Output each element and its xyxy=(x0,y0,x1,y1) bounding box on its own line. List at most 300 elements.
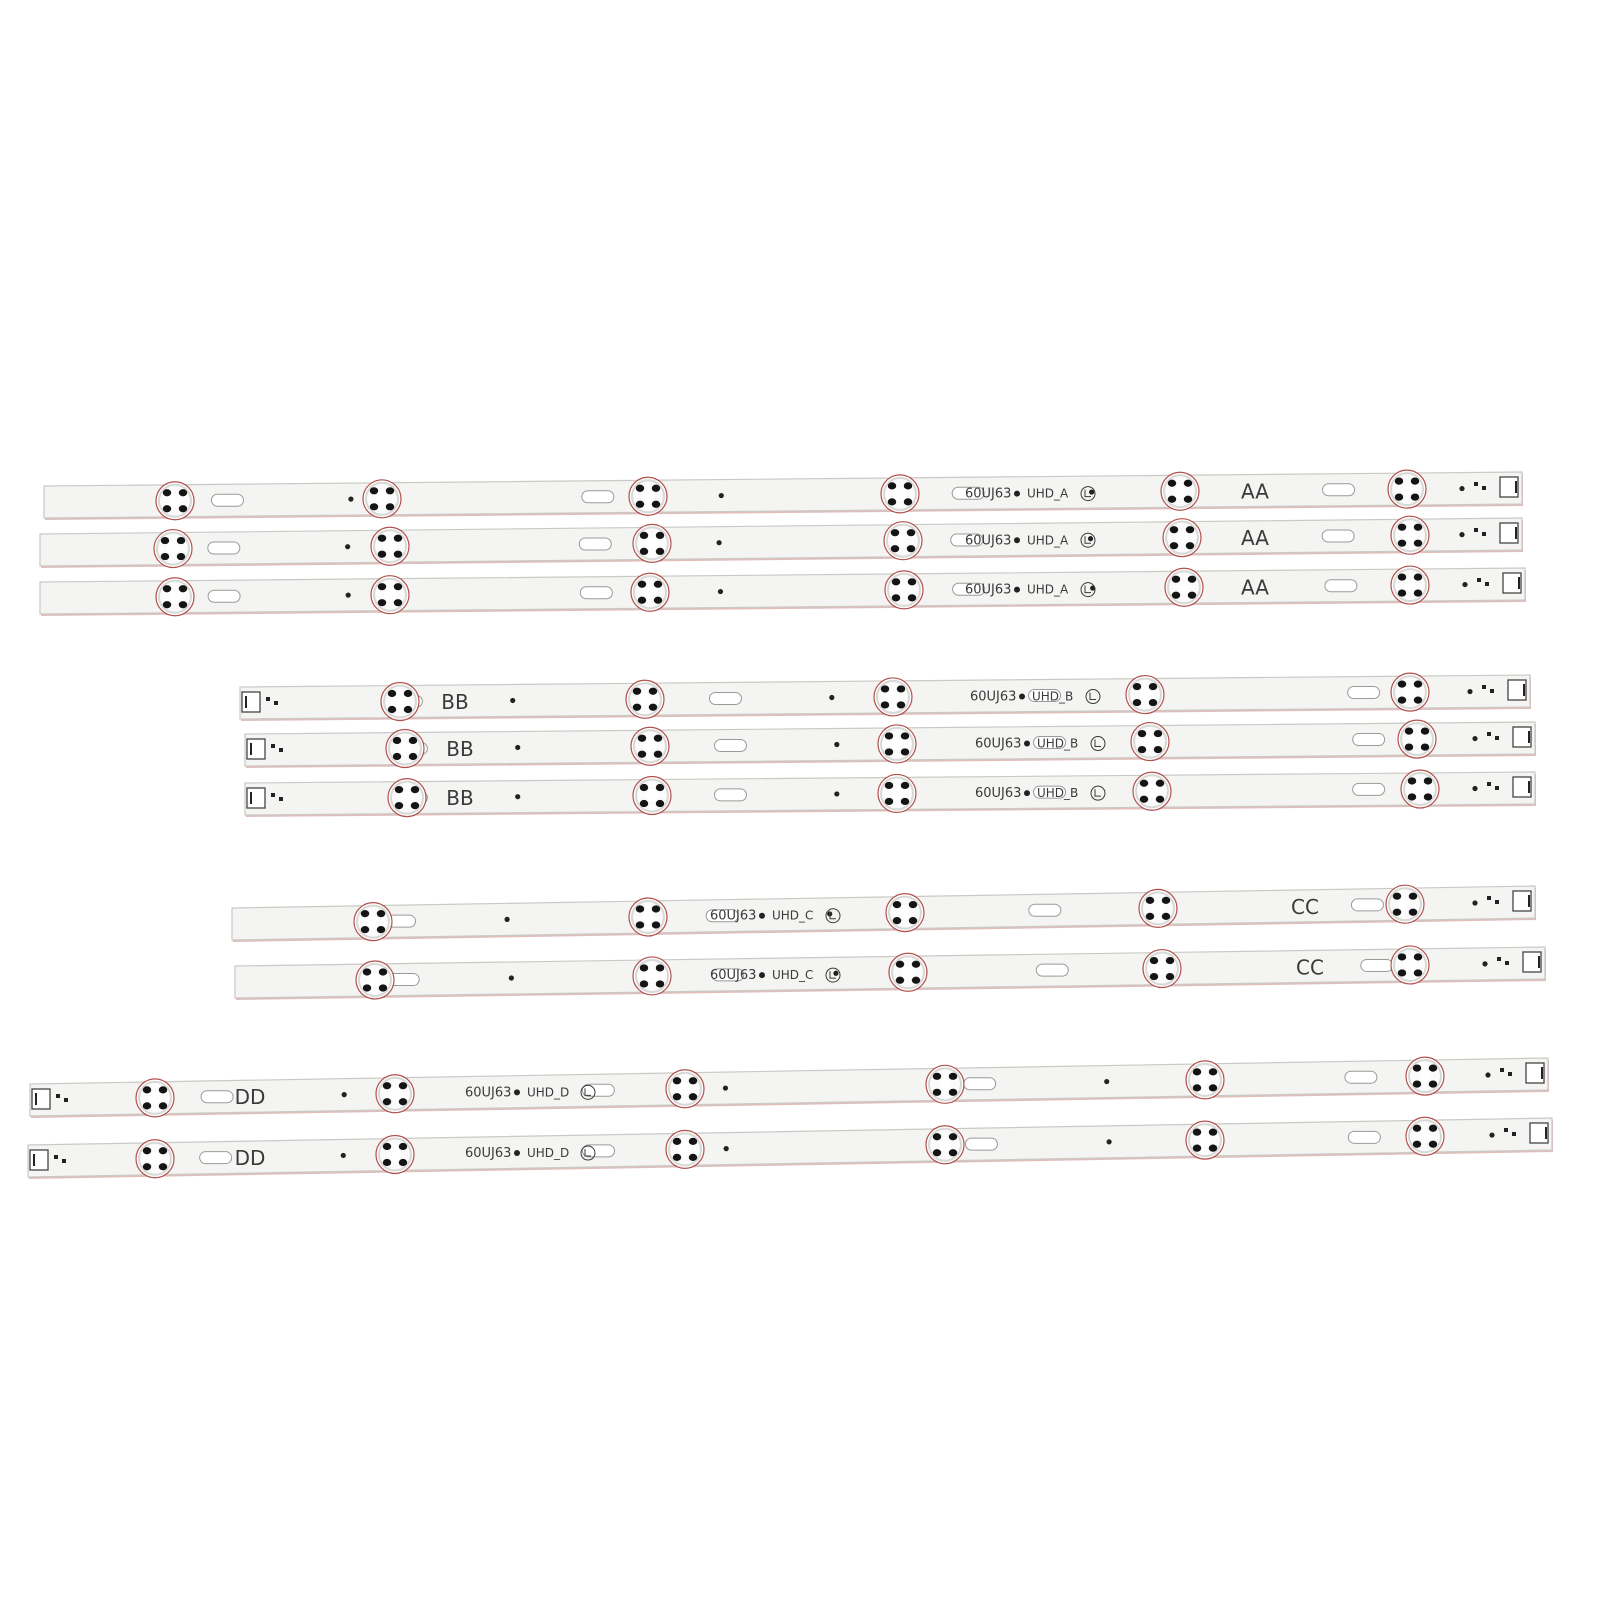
strip-model-label: 60UJ63 xyxy=(975,786,1022,802)
silkscreen-dot xyxy=(342,1092,347,1097)
connector-solder-pad xyxy=(266,697,270,701)
mounting-slot xyxy=(714,789,746,801)
led-pin-dot xyxy=(159,1163,167,1170)
led-center xyxy=(642,490,654,502)
label-bullet xyxy=(1014,537,1020,543)
led-pin-dot xyxy=(388,706,396,713)
connector-solder-pad xyxy=(1474,482,1478,486)
led-center xyxy=(642,911,654,923)
led-pin-dot xyxy=(1409,893,1417,900)
led-center xyxy=(887,691,899,703)
led-center xyxy=(897,535,909,547)
led-pin-dot xyxy=(1184,496,1192,503)
led-center xyxy=(169,495,181,507)
led-center xyxy=(1176,532,1188,544)
led-pin-dot xyxy=(1398,953,1406,960)
led-center xyxy=(1419,1130,1431,1142)
silkscreen-dot xyxy=(1104,1079,1109,1084)
label-bullet xyxy=(759,913,765,919)
led-center xyxy=(367,916,379,928)
led-pin-dot xyxy=(633,704,641,711)
led-pin-dot xyxy=(897,701,905,708)
led-pin-dot xyxy=(652,905,660,912)
led-pin-dot xyxy=(909,901,917,908)
led-pin-dot xyxy=(1186,542,1194,549)
led-pin-dot xyxy=(378,599,386,606)
led-pin-dot xyxy=(395,786,403,793)
led-pin-dot xyxy=(908,594,916,601)
silkscreen-dot xyxy=(515,794,520,799)
led-pin-dot xyxy=(1393,909,1401,916)
led-pin-dot xyxy=(656,800,664,807)
strip-model-label: 60UJ63 xyxy=(970,689,1017,705)
label-bullet xyxy=(514,1089,520,1095)
connector-solder-pad xyxy=(1490,689,1494,693)
led-pin-dot xyxy=(1395,493,1403,500)
mounting-slot xyxy=(200,1152,232,1164)
connector-solder-pad xyxy=(1497,957,1501,961)
led-pin-dot xyxy=(399,1082,407,1089)
silkscreen-dot xyxy=(1106,1139,1111,1144)
silkscreen-dot xyxy=(510,698,515,703)
strip-letter-code: BB xyxy=(446,786,474,811)
led-pin-dot xyxy=(1414,589,1422,596)
silkscreen-dot xyxy=(1472,736,1477,741)
strip-letter-code: DD xyxy=(234,1146,266,1171)
silkscreen-dot xyxy=(719,493,724,498)
led-pin-dot xyxy=(1429,1081,1437,1088)
led-center xyxy=(1404,579,1416,591)
led-pin-dot xyxy=(1193,1084,1201,1091)
label-bullet xyxy=(1019,694,1025,700)
silkscreen-dot xyxy=(345,544,350,549)
led-center xyxy=(401,792,413,804)
connector-solder-pad xyxy=(1505,961,1509,965)
led-center xyxy=(902,966,914,978)
led-pin-dot xyxy=(163,489,171,496)
led-pin-dot xyxy=(649,704,657,711)
led-pin-dot xyxy=(1414,953,1422,960)
led-pin-dot xyxy=(656,964,664,971)
silkscreen-dot xyxy=(504,917,509,922)
strip-variant-label: UHD_D xyxy=(527,1085,570,1100)
led-pin-dot xyxy=(907,529,915,536)
led-pin-dot xyxy=(640,964,648,971)
led-pin-dot xyxy=(179,489,187,496)
led-pin-dot xyxy=(1150,973,1158,980)
led-center xyxy=(1156,963,1168,975)
strip-model-label: 60UJ63 xyxy=(710,968,757,984)
led-pin-dot xyxy=(383,1098,391,1105)
led-pin-dot xyxy=(399,1098,407,1105)
led-pin-dot xyxy=(885,748,893,755)
led-pin-dot xyxy=(689,1077,697,1084)
led-pin-dot xyxy=(1421,727,1429,734)
led-pin-dot xyxy=(638,751,646,758)
led-pin-dot xyxy=(638,735,646,742)
label-bullet xyxy=(759,972,765,978)
silkscreen-dot xyxy=(341,1153,346,1158)
led-pin-dot xyxy=(673,1154,681,1161)
led-pin-dot xyxy=(177,553,185,560)
led-pin-dot xyxy=(638,581,646,588)
led-pin-dot xyxy=(901,798,909,805)
led-pin-dot xyxy=(1411,493,1419,500)
led-pin-dot xyxy=(378,551,386,558)
silkscreen-dot xyxy=(1459,532,1464,537)
strip-variant-label: UHD_A xyxy=(1027,582,1069,597)
led-pin-dot xyxy=(179,601,187,608)
connector-solder-pad xyxy=(64,1098,68,1102)
led-pin-dot xyxy=(1146,897,1154,904)
strip-model-label: 60UJ63 xyxy=(965,486,1012,502)
mounting-slot xyxy=(1351,899,1383,911)
led-pin-dot xyxy=(1411,477,1419,484)
silkscreen-dot xyxy=(1467,689,1472,694)
mounting-slot xyxy=(1348,1131,1380,1143)
led-pin-dot xyxy=(383,1082,391,1089)
led-pin-dot xyxy=(378,535,386,542)
led-pin-dot xyxy=(654,581,662,588)
connector-solder-pad xyxy=(1485,582,1489,586)
led-pin-dot xyxy=(1424,777,1432,784)
led-pin-dot xyxy=(636,921,644,928)
led-pin-dot xyxy=(361,910,369,917)
led-pin-dot xyxy=(163,505,171,512)
led-center xyxy=(384,589,396,601)
led-pin-dot xyxy=(652,501,660,508)
led-pin-dot xyxy=(673,1093,681,1100)
led-pin-dot xyxy=(654,735,662,742)
led-center xyxy=(644,740,656,752)
led-pin-dot xyxy=(1395,477,1403,484)
strip-variant-label: UHD_A xyxy=(1027,533,1069,548)
label-bullet xyxy=(1014,491,1020,497)
mounting-slot xyxy=(583,1145,615,1157)
connector-solder-pad xyxy=(1482,685,1486,689)
connector-solder-pad xyxy=(1482,486,1486,490)
led-pin-dot xyxy=(1398,969,1406,976)
mounting-slot xyxy=(582,491,614,503)
led-pin-dot xyxy=(892,578,900,585)
label-bullet xyxy=(1014,587,1020,593)
strip-variant-label: UHD_B xyxy=(1037,736,1079,751)
led-pin-dot xyxy=(949,1073,957,1080)
led-center xyxy=(1399,898,1411,910)
strip-letter-code: DD xyxy=(234,1085,266,1110)
strip-variant-label: UHD_B xyxy=(1032,689,1074,704)
led-pin-dot xyxy=(1409,909,1417,916)
led-pin-dot xyxy=(654,751,662,758)
led-center xyxy=(1174,485,1186,497)
led-pin-dot xyxy=(901,782,909,789)
led-pin-dot xyxy=(1168,496,1176,503)
led-pin-dot xyxy=(1429,1065,1437,1072)
led-center xyxy=(898,584,910,596)
led-pin-dot xyxy=(888,498,896,505)
connector-housing xyxy=(242,692,260,712)
led-pin-dot xyxy=(1398,589,1406,596)
led-pin-dot xyxy=(1133,699,1141,706)
led-pin-dot xyxy=(1140,796,1148,803)
led-pin-dot xyxy=(673,1138,681,1145)
mounting-slot xyxy=(964,1078,996,1090)
led-pin-dot xyxy=(893,901,901,908)
connector-solder-pad xyxy=(1487,896,1491,900)
led-pin-dot xyxy=(638,597,646,604)
silkscreen-dot xyxy=(716,540,721,545)
mounting-slot xyxy=(208,590,240,602)
connector-housing xyxy=(30,1150,48,1170)
led-pin-dot xyxy=(933,1089,941,1096)
led-center xyxy=(1404,686,1416,698)
silkscreen-dot xyxy=(834,742,839,747)
led-pin-dot xyxy=(143,1163,151,1170)
led-center xyxy=(939,1139,951,1151)
silkscreen-dot xyxy=(1459,486,1464,491)
led-pin-dot xyxy=(143,1086,151,1093)
mounting-slot xyxy=(1353,734,1385,746)
mounting-slot xyxy=(1322,530,1354,542)
led-pin-dot xyxy=(1429,1141,1437,1148)
led-pin-dot xyxy=(361,926,369,933)
led-pin-dot xyxy=(1193,1129,1201,1136)
led-center xyxy=(646,970,658,982)
mounting-slot xyxy=(1323,484,1355,496)
strip-model-label: 60UJ63 xyxy=(710,908,757,924)
led-pin-dot xyxy=(1149,683,1157,690)
led-center xyxy=(644,586,656,598)
silkscreen-dot xyxy=(1482,961,1487,966)
connector-housing xyxy=(247,788,265,808)
led-pin-dot xyxy=(640,784,648,791)
led-pin-dot xyxy=(1414,573,1422,580)
silkscreen-dot xyxy=(834,791,839,796)
led-pin-dot xyxy=(1146,913,1154,920)
led-pin-dot xyxy=(640,800,648,807)
connector-solder-pad xyxy=(1482,532,1486,536)
led-pin-dot xyxy=(656,784,664,791)
led-pin-dot xyxy=(896,961,904,968)
led-center xyxy=(384,540,396,552)
led-pin-dot xyxy=(1414,540,1422,547)
label-bullet xyxy=(1024,790,1030,796)
led-pin-dot xyxy=(649,688,657,695)
led-pin-dot xyxy=(1414,969,1422,976)
led-pin-dot xyxy=(143,1147,151,1154)
led-center xyxy=(1139,689,1151,701)
led-pin-dot xyxy=(652,485,660,492)
strip-variant-label: UHD_D xyxy=(527,1146,570,1161)
led-pin-dot xyxy=(1414,681,1422,688)
led-pin-dot xyxy=(394,583,402,590)
silkscreen-dot xyxy=(1489,1132,1494,1137)
led-pin-dot xyxy=(179,585,187,592)
led-pin-dot xyxy=(1188,592,1196,599)
led-center xyxy=(894,488,906,500)
strip-model-label: 60UJ63 xyxy=(965,582,1012,598)
led-pin-dot xyxy=(161,537,169,544)
led-pin-dot xyxy=(891,545,899,552)
strip-letter-code: BB xyxy=(441,690,469,714)
led-pin-dot xyxy=(394,599,402,606)
led-center xyxy=(149,1153,161,1165)
connector-solder-pad xyxy=(1495,900,1499,904)
led-pin-dot xyxy=(370,487,378,494)
led-pin-dot xyxy=(1413,1125,1421,1132)
led-pin-dot xyxy=(377,910,385,917)
connector-housing xyxy=(247,739,265,759)
led-pin-dot xyxy=(636,485,644,492)
led-pin-dot xyxy=(1168,480,1176,487)
led-pin-dot xyxy=(399,1159,407,1166)
led-pin-dot xyxy=(399,1143,407,1150)
led-pin-dot xyxy=(907,545,915,552)
led-pin-dot xyxy=(933,1133,941,1140)
led-pin-dot xyxy=(892,594,900,601)
silkscreen-dot xyxy=(829,695,834,700)
led-pin-dot xyxy=(1172,576,1180,583)
led-center xyxy=(1199,1074,1211,1086)
silkscreen-dot xyxy=(1472,786,1477,791)
led-pin-dot xyxy=(377,926,385,933)
mounting-slot xyxy=(579,538,611,550)
led-pin-dot xyxy=(640,548,648,555)
silkscreen-dot xyxy=(1485,1072,1490,1077)
connector-solder-pad xyxy=(62,1159,66,1163)
led-pin-dot xyxy=(1156,780,1164,787)
led-pin-dot xyxy=(652,921,660,928)
mounting-slot xyxy=(1036,964,1068,976)
led-pin-dot xyxy=(1149,699,1157,706)
led-pin-dot xyxy=(1172,592,1180,599)
mounting-slot xyxy=(211,494,243,506)
led-pin-dot xyxy=(363,984,371,991)
led-center xyxy=(389,1088,401,1100)
led-pin-dot xyxy=(1150,957,1158,964)
connector-solder-pad xyxy=(1474,528,1478,532)
led-center xyxy=(679,1083,691,1095)
led-pin-dot xyxy=(909,917,917,924)
led-center xyxy=(376,493,388,505)
led-center xyxy=(369,974,381,986)
mounting-slot xyxy=(1353,783,1385,795)
led-pin-dot xyxy=(395,802,403,809)
strip-letter-code: AA xyxy=(1241,525,1269,550)
led-pin-dot xyxy=(1398,573,1406,580)
led-center xyxy=(1411,733,1423,745)
led-pin-dot xyxy=(1156,796,1164,803)
led-pin-dot xyxy=(904,482,912,489)
silkscreen-dot xyxy=(718,589,723,594)
silkscreen-dot xyxy=(509,975,514,980)
led-pin-dot xyxy=(393,753,401,760)
led-pin-dot xyxy=(1154,730,1162,737)
silkscreen-dot xyxy=(1472,900,1477,905)
led-center xyxy=(1152,902,1164,914)
led-pin-dot xyxy=(1414,697,1422,704)
led-center xyxy=(891,787,903,799)
led-pin-dot xyxy=(409,737,417,744)
strip-variant-label: UHD_B xyxy=(1037,786,1079,801)
led-pin-dot xyxy=(689,1093,697,1100)
led-pin-dot xyxy=(1408,793,1416,800)
led-pin-dot xyxy=(1162,913,1170,920)
mounting-slot xyxy=(1345,1071,1377,1083)
led-pin-dot xyxy=(393,737,401,744)
led-pin-dot xyxy=(163,585,171,592)
led-pin-dot xyxy=(1162,897,1170,904)
led-pin-dot xyxy=(656,532,664,539)
strip-model-label: 60UJ63 xyxy=(965,533,1012,549)
led-pin-dot xyxy=(1429,1125,1437,1132)
led-pin-dot xyxy=(881,701,889,708)
led-pin-dot xyxy=(1170,526,1178,533)
led-pin-dot xyxy=(1209,1068,1217,1075)
mounting-slot xyxy=(714,739,746,751)
led-pin-dot xyxy=(1393,893,1401,900)
label-bullet xyxy=(1024,741,1030,747)
silkscreen-dot xyxy=(724,1146,729,1151)
connector-solder-pad xyxy=(1500,1068,1504,1072)
mounting-slot xyxy=(965,1138,997,1150)
connector-solder-pad xyxy=(54,1155,58,1159)
led-pin-dot xyxy=(1414,524,1422,531)
led-pin-dot xyxy=(394,551,402,558)
led-pin-dot xyxy=(404,706,412,713)
led-center xyxy=(167,543,179,555)
led-pin-dot xyxy=(1166,957,1174,964)
led-center xyxy=(1401,483,1413,495)
led-pin-dot xyxy=(411,802,419,809)
led-pin-dot xyxy=(1170,542,1178,549)
led-center xyxy=(646,537,658,549)
led-pin-dot xyxy=(1138,730,1146,737)
led-pin-dot xyxy=(888,482,896,489)
led-center xyxy=(899,907,911,919)
silkscreen-dot xyxy=(1089,489,1094,494)
connector-solder-pad xyxy=(1487,732,1491,736)
mounting-slot xyxy=(1029,904,1061,916)
led-pin-dot xyxy=(933,1073,941,1080)
led-pin-dot xyxy=(908,578,916,585)
connector-solder-pad xyxy=(1512,1132,1516,1136)
silkscreen-dot xyxy=(348,496,353,501)
led-pin-dot xyxy=(893,917,901,924)
led-pin-dot xyxy=(1209,1145,1217,1152)
led-pin-dot xyxy=(1424,793,1432,800)
led-pin-dot xyxy=(1413,1065,1421,1072)
led-pin-dot xyxy=(1184,480,1192,487)
led-pin-dot xyxy=(179,505,187,512)
strip-letter-code: CC xyxy=(1296,955,1324,980)
strip-letter-code: CC xyxy=(1291,894,1319,919)
led-center xyxy=(1404,529,1416,541)
led-pin-dot xyxy=(378,583,386,590)
led-center xyxy=(1199,1134,1211,1146)
led-pin-dot xyxy=(885,732,893,739)
mounting-slot xyxy=(1361,959,1393,971)
led-pin-dot xyxy=(370,503,378,510)
connector-housing xyxy=(32,1089,50,1109)
led-pin-dot xyxy=(383,1143,391,1150)
led-pin-dot xyxy=(159,1086,167,1093)
led-pin-dot xyxy=(689,1154,697,1161)
led-pin-dot xyxy=(640,532,648,539)
led-pin-dot xyxy=(912,977,920,984)
led-center xyxy=(1414,783,1426,795)
led-pin-dot xyxy=(1193,1145,1201,1152)
